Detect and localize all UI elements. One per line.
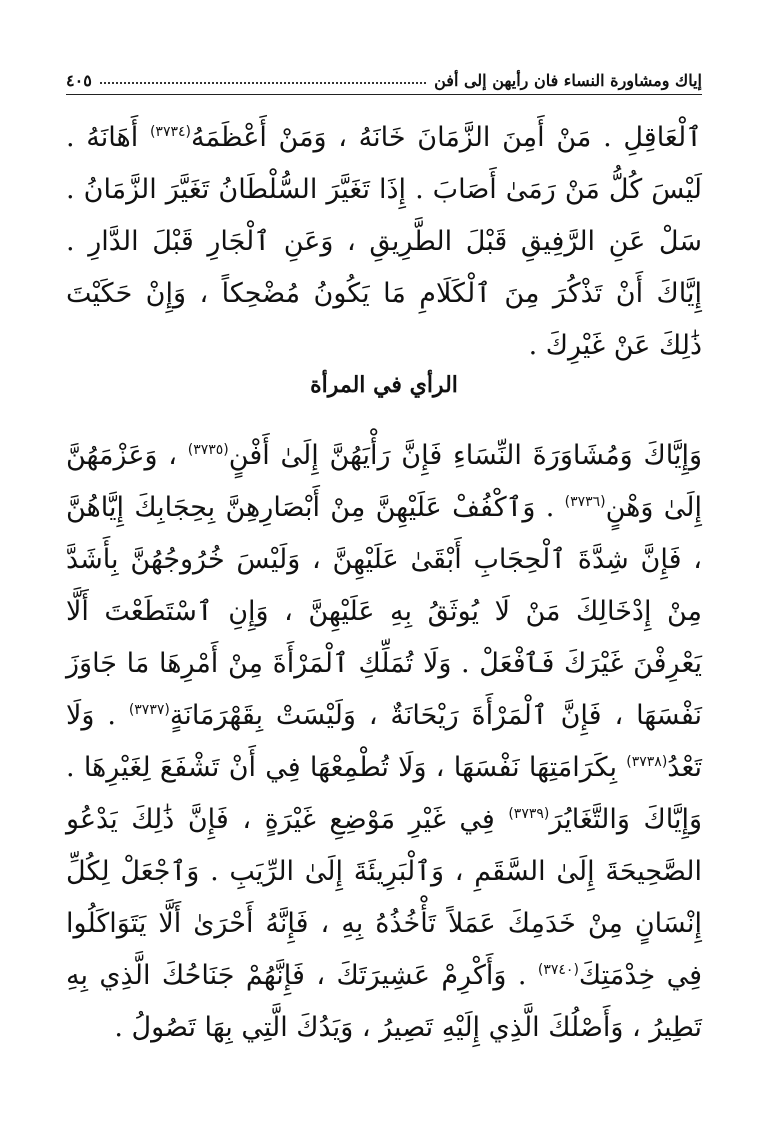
text-run: وَإِيَّاكَ وَمُشَاوَرَةَ النِّسَاءِ فَإِنَّ رَأْيَهُنَّ إِلَىٰ أَفْنٍ [228, 440, 702, 471]
footnote-marker: (٣٧٣٦) [564, 494, 606, 510]
running-title: إياك ومشاورة النساء فان رأيهن إلى أفن [434, 71, 702, 90]
running-header [66, 60, 702, 90]
text-run: ٱلْعَاقِلِ . مَنْ أَمِنَ الزَّمَانَ خَانَهُ ، وَمَنْ أَعْظَمَهُ [190, 122, 702, 153]
text-run: فِي غَيْرِ مَوْضِعِ غَيْرَةٍ ، فَإِنَّ ذَٰلِكَ يَدْعُو الصَّحِيحَةَ إِلَىٰ السَّقَمِ ، وَٱلْبَرِيئَةَ إِلَىٰ الرِّيَبِ . وَٱجْعَلْ لِكُلِّ إِنْسَانٍ مِنْ خَدَمِكَ عَمَلاً تَأْخُذُهُ بِهِ ، فَإِنَّهُ أَحْرَىٰ أَلَّا يَتَوَاكَلُوا فِي خِدْمَتِكَ [66, 804, 702, 991]
footnote-marker: (٣٧٣٩) [508, 806, 550, 822]
page-number: ٤٠٥ [66, 71, 92, 90]
text-run: أَهَانَهُ . لَيْسَ كُلُّ مَنْ رَمَىٰ أَصَابَ . إِذَا تَغَيَّرَ السُّلْطَانُ تَغَيَّرَ الزَّمَانُ . سَلْ عَنِ الرَّفِيقِ قَبْلَ الطَّرِيقِ ، وَعَنِ ٱلْجَارِ قَبْلَ الدَّارِ . إِيَّاكَ أَنْ تَذْكُرَ مِنَ ٱلْكَلَامِ مَا يَكُونُ مُضْحِكاً ، وَإِنْ حَكَيْتَ ذَٰلِكَ عَنْ غَيْرِكَ . [66, 122, 702, 361]
text-run: بِكَرَامَتِهَا نَفْسَهَا ، وَلَا تُطْمِعْهَا فِي أَنْ تَشْفَعَ لِغَيْرِهَا . وَإِيَّاكَ وَالتَّغَايُرَ [66, 752, 702, 835]
text-run: . وَأَكْرِمْ عَشِيرَتَكَ ، فَإِنَّهُمْ جَنَاحُكَ الَّذِي بِهِ تَطِيرُ ، وَأَصْلُكَ الَّذِي إِلَيْهِ تَصِيرُ ، وَيَدُكَ الَّتِي بِهَا تَصُولُ . [66, 960, 702, 1043]
header-leader-dots [100, 81, 426, 84]
opening-paragraph [66, 112, 702, 372]
header-rule [66, 94, 702, 95]
footnote-marker: (٣٧٣٥) [187, 442, 229, 458]
footnote-marker: (٣٧٤٠) [537, 962, 579, 978]
section-heading: الرأي في المرأة [310, 372, 458, 398]
footnote-marker: (٣٧٣٧) [128, 702, 170, 718]
footnote-marker: (٣٧٣٤) [149, 124, 191, 140]
text-run: . وَلَا تَعْدُ [66, 700, 702, 783]
text-run: ، وَعَزْمَهُنَّ إِلَىٰ وَهْنٍ [66, 440, 702, 523]
text-run: . وَٱكْفُفْ عَلَيْهِنَّ مِنْ أَبْصَارِهِنَّ بِحِجَابِكَ إِيَّاهُنَّ ، فَإِنَّ شِدَّةَ ٱلْحِجَابِ أَبْقَىٰ عَلَيْهِنَّ ، وَلَيْسَ خُرُوجُهُنَّ بِأَشَدَّ مِنْ إِدْخَالِكَ مَنْ لَا يُوثَقُ بِهِ عَلَيْهِنَّ ، وَإِنِ ٱسْتَطَعْتَ أَلَّا يَعْرِفْنَ غَيْرَكَ فَٱفْعَلْ . وَلَا تُمَلِّكِ ٱلْمَرْأَةَ مِنْ أَمْرِهَا مَا جَاوَزَ نَفْسَهَا ، فَإِنَّ ٱلْمَرْأَةَ رَيْحَانَةٌ ، وَلَيْسَتْ بِقَهْرَمَانَةٍ [66, 492, 702, 731]
footnote-marker: (٣٧٣٨) [626, 754, 668, 770]
section-paragraph [66, 430, 702, 1054]
